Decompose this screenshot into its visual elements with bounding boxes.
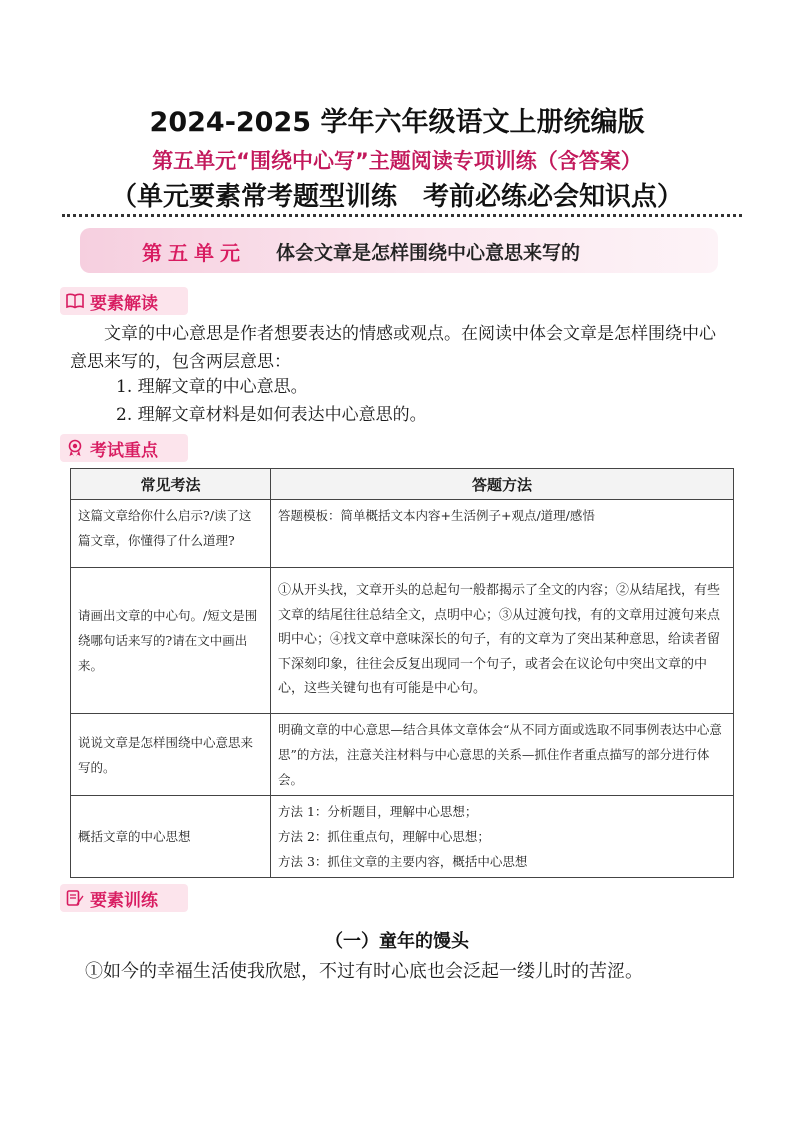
- medal-icon: [66, 439, 84, 457]
- section-label-exam: 考试重点: [90, 441, 158, 461]
- book-icon: [66, 292, 84, 310]
- table-row: [71, 500, 734, 568]
- table-row: [71, 568, 734, 714]
- row-question: 说说文章是怎样围绕中心意思来写的。: [71, 714, 271, 796]
- exam-table: [70, 468, 734, 878]
- table-row: [71, 796, 734, 878]
- unit-banner: [80, 228, 718, 273]
- col-header-question: 常见考法: [71, 469, 271, 500]
- section-tag-exam: [60, 434, 188, 462]
- method-line: 方法 3：抓住文章的主要内容，概括中心思想: [278, 854, 528, 869]
- doc-tagline: （单元要素常考题型训练 考前必练必会知识点）: [110, 182, 683, 212]
- pen-note-icon: [66, 889, 84, 907]
- section-tag-training: [60, 884, 188, 912]
- row-method: 答题模板：简单概括文本内容+生活例子+观点/道理/感悟: [271, 500, 734, 568]
- row-question: 概括文章的中心思想: [71, 796, 271, 878]
- story-title: （一）童年的馒头: [325, 931, 469, 952]
- elements-point-2: 2. 理解文章材料是如何表达中心意思的。: [116, 405, 427, 425]
- dotted-divider: [62, 214, 742, 217]
- method-line: 方法 1：分析题目，理解中心思想；: [278, 804, 478, 819]
- section-tag-elements: [60, 287, 188, 315]
- table-row: [71, 714, 734, 796]
- row-question: 这篇文章给你什么启示?/读了这篇文章，你懂得了什么道理?: [71, 500, 271, 568]
- section-label-elements: 要素解读: [90, 294, 158, 314]
- method-line: 方法 2：抓住重点句，理解中心思想；: [278, 829, 490, 844]
- banner-unit: 第五单元: [142, 241, 246, 265]
- row-method: 明确文章的中心意思—结合具体文章体会“从不同方面或选取不同事例表达中心意思”的方法，注意关注材料与中心意思的关系—抓住作者重点描写的部分进行体会。: [271, 714, 734, 796]
- col-header-method: 答题方法: [271, 469, 734, 500]
- row-method: [271, 796, 734, 878]
- row-question: 请画出文章的中心句。/短文是围绕哪句话来写的?请在文中画出来。: [71, 568, 271, 714]
- banner-theme: 体会文章是怎样围绕中心意思来写的: [276, 242, 581, 264]
- row-method: ①从开头找，文章开头的总起句一般都揭示了全文的内容；②从结尾找，有些文章的结尾往往总结全文，点明中心；③从过渡句找，有的文章用过渡句来点明中心；④找文章中意味深长的句子，有的文章为了突出某种意思，给读者留下深刻印象，往往会反复出现同一个句子，或者会在议论句中突出文章的中心，这些关键句也有可能是中心句。: [271, 568, 734, 714]
- elements-point-1: 1. 理解文章的中心意思。: [116, 377, 308, 397]
- story-paragraph-1: ①如今的幸福生活使我欣慰，不过有时心底也会泛起一缕儿时的苦涩。: [85, 961, 643, 982]
- doc-title: 2024-2025 学年六年级语文上册统编版: [149, 107, 645, 138]
- doc-subtitle: 第五单元“围绕中心写”主题阅读专项训练（含答案）: [152, 149, 642, 173]
- table-header-row: [71, 469, 734, 500]
- section-label-training: 要素训练: [90, 891, 158, 911]
- elements-intro: 文章的中心意思是作者想要表达的情感或观点。在阅读中体会文章是怎样围绕中心意思来写的，包含两层意思：: [70, 324, 716, 372]
